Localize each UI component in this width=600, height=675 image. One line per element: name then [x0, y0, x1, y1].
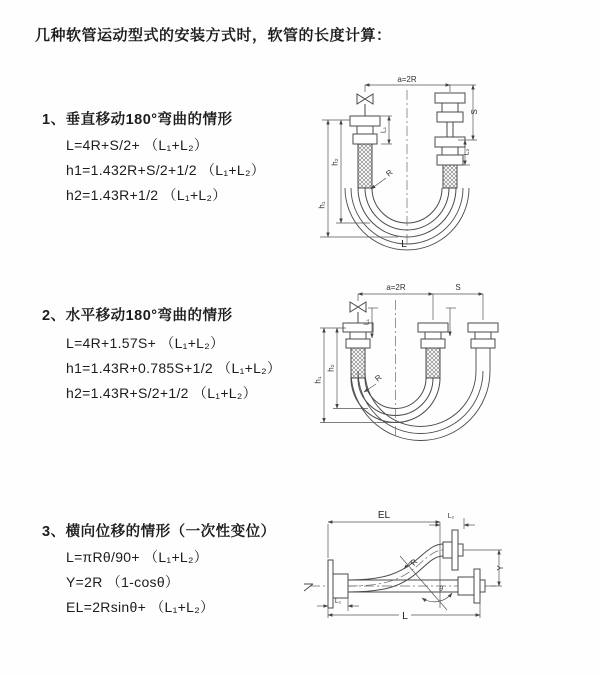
left-fitting: [343, 323, 373, 378]
dim-label-h2: h₂: [330, 158, 340, 166]
left-fitting: [350, 116, 380, 188]
dim-label-l1: L₁: [363, 318, 371, 326]
dim-label-r: R: [373, 372, 384, 384]
dim-label-l: L: [402, 610, 408, 622]
dim-l1: [317, 597, 359, 611]
dim-l: [328, 596, 480, 622]
dim-label-h1: h₁: [317, 201, 327, 209]
valve-icon: [357, 94, 373, 116]
dim-l2: [429, 513, 475, 529]
dim-label-el: EL: [377, 510, 391, 521]
right-fitting: [468, 323, 498, 371]
dim-label-l1: L₁: [334, 598, 342, 605]
break-mark: [304, 584, 313, 591]
dim-label-s: S: [455, 283, 461, 292]
page-title: 几种软管运动型式的安装方式时，软管的长度计算：: [35, 27, 392, 44]
upper-flange: [443, 530, 463, 570]
dim-label-a2r: a=2R: [386, 283, 406, 292]
dim-label-y: Y: [496, 565, 505, 571]
dim-label-l: L: [401, 238, 407, 250]
section-1-formula-h1: h1=1.432R+S/2+1/2 （L₁+L₂）: [66, 162, 266, 178]
radius-callout: [371, 168, 395, 189]
middle-fitting: [418, 323, 448, 378]
dim-label-l2: L₂: [463, 148, 471, 156]
angle-theta: [400, 556, 452, 610]
hose-arcs: [351, 371, 490, 441]
dim-label-l1: L₁: [380, 126, 388, 134]
section-1-formula-L: L=4R+S/2+ （L₁+L₂）: [66, 137, 209, 153]
section-3-formula-EL: EL=2Rsinθ+ （L₁+L₂）: [66, 599, 215, 615]
section-1-formula-h2: h2=1.43R+1/2 （L₁+L₂）: [66, 187, 227, 203]
section-3-formula-Y: Y=2R （1-cosθ）: [66, 574, 180, 590]
dim-label-r: R: [408, 557, 420, 568]
hose-curve: [348, 544, 443, 592]
dim-label-l2: L₂: [447, 513, 455, 520]
lower-flange: [458, 569, 485, 603]
section-2-formula-L: L=4R+1.57S+ （L₁+L₂）: [66, 335, 225, 351]
dim-label-a2r: a=2R: [397, 75, 417, 84]
section-2-heading: 2、水平移动180°弯曲的情形: [42, 308, 233, 324]
dim-label-theta: θ: [439, 586, 443, 593]
section-3-formula-L: L=πRθ/90+ （L₁+L₂）: [66, 549, 209, 565]
diagram-lateral-displacement: [300, 498, 600, 658]
dim-a2r-s: [358, 283, 483, 320]
diagram-horizontal-bend: [308, 278, 600, 463]
dim-label-s: S: [470, 109, 479, 115]
section-3-heading: 3、横向位移的情形（一次性变位）: [42, 524, 276, 540]
dim-label-r: R: [384, 167, 395, 179]
dim-label-h2: h₂: [326, 364, 336, 372]
dim-label-h1: h₁: [313, 376, 323, 384]
dim-a2r: [365, 75, 476, 92]
dim-l1: [381, 116, 393, 144]
section-1-heading: 1、垂直移动180°弯曲的情形: [42, 112, 233, 128]
section-2-formula-h2: h2=1.43R+S/2+1/2 （L₁+L₂）: [66, 385, 257, 401]
section-2-formula-h1: h1=1.43R+0.785S+1/2 （L₁+L₂）: [66, 360, 282, 376]
diagram-vertical-bend: [306, 70, 598, 258]
right-fitting: [435, 93, 465, 188]
